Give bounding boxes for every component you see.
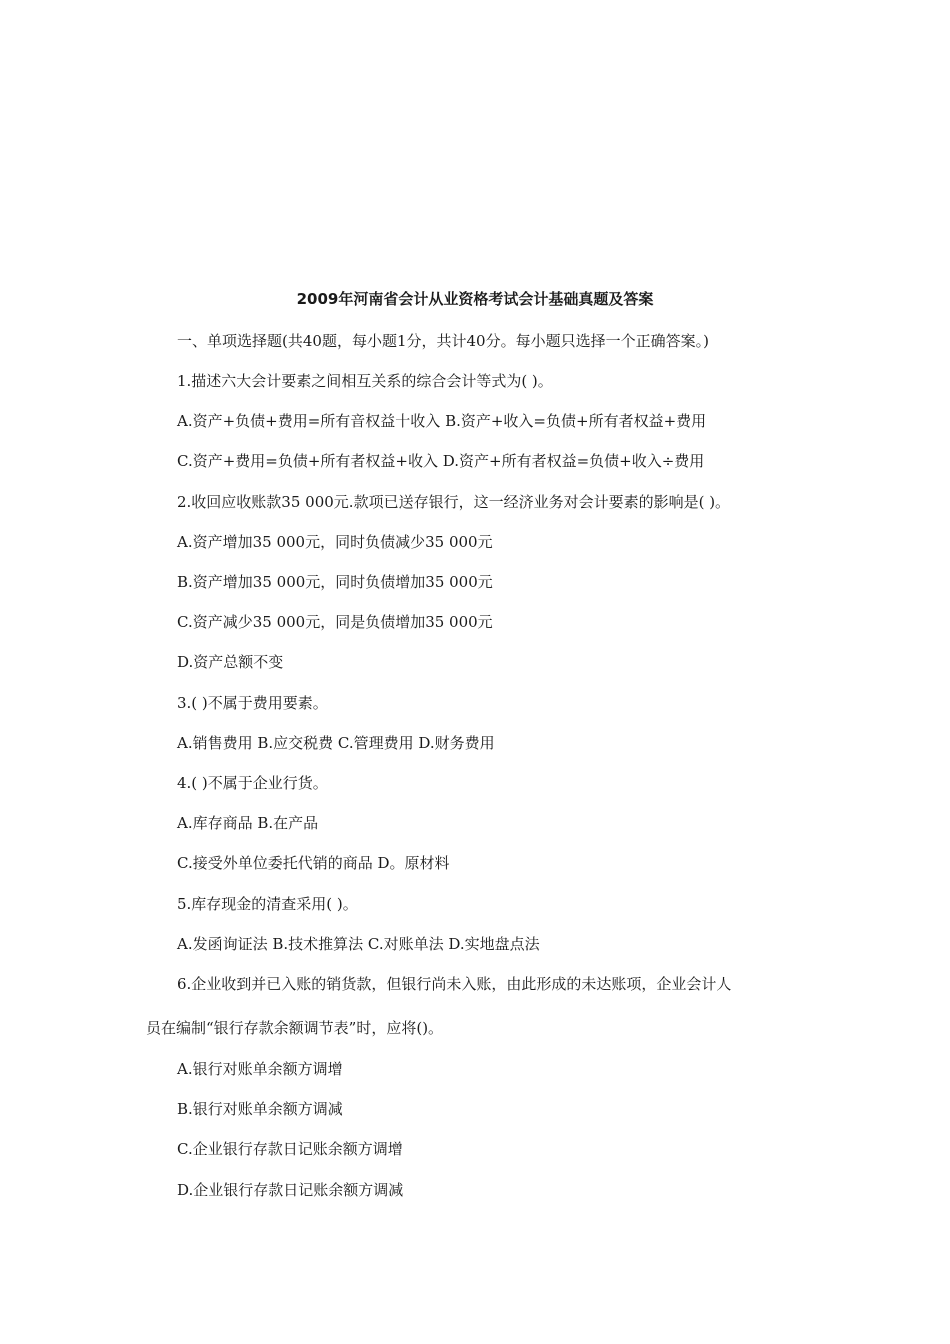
question-1-options-cd: C.资产+费用=负债+所有者权益+收入 D.资产+所有者权益=负债+收入÷费用 xyxy=(177,452,705,470)
question-6-option-b: B.银行对账单余额方调减 xyxy=(177,1100,343,1118)
question-6-option-a: A.银行对账单余额方调增 xyxy=(177,1060,343,1078)
question-4: 4.( )不属于企业行货。 xyxy=(177,774,328,792)
question-5-options: A.发函询证法 B.技术推算法 C.对账单法 D.实地盘点法 xyxy=(177,935,540,953)
question-1: 1.描述六大会计要素之间相互关系的综合会计等式为( )。 xyxy=(177,372,553,390)
question-3-options: A.销售费用 B.应交税费 C.管理费用 D.财务费用 xyxy=(177,734,495,752)
question-6-option-d: D.企业银行存款日记账余额方调减 xyxy=(177,1181,404,1199)
question-2-option-d: D.资产总额不变 xyxy=(177,653,284,671)
question-6-option-c: C.企业银行存款日记账余额方调增 xyxy=(177,1140,403,1158)
question-3: 3.( )不属于费用要素。 xyxy=(177,694,328,712)
question-1-options-ab: A.资产+负债+费用=所有音权益十收入 B.资产+收入=负债+所有者权益+费用 xyxy=(177,412,707,430)
question-2-option-b: B.资产增加35 000元，同时负债增加35 000元 xyxy=(177,573,493,591)
question-2-option-c: C.资产减少35 000元，同是负债增加35 000元 xyxy=(177,613,493,631)
question-2: 2.收回应收账款35 000元.款项已送存银行，这一经济业务对会计要素的影响是( )。 xyxy=(177,493,731,511)
question-4-options-ab: A.库存商品 B.在产品 xyxy=(177,814,319,832)
question-6-line-1: 6.企业收到并已入账的销货款，但银行尚未入账，由此形成的未达账项，企业会计人 xyxy=(177,975,732,993)
question-4-options-cd: C.接受外单位委托代销的商品 D。原材料 xyxy=(177,854,450,872)
document-title: 2009年河南省会计从业资格考试会计基础真题及答案 xyxy=(296,290,654,308)
section-heading-single-choice: 一、单项选择题(共40题，每小题1分，共计40分。每小题只选择一个正确答案。) xyxy=(177,332,709,350)
question-2-option-a: A.资产增加35 000元，同时负债减少35 000元 xyxy=(177,533,493,551)
question-5: 5.库存现金的清查采用( )。 xyxy=(177,895,358,913)
question-6-line-2: 员在编制“银行存款余额调节表”时，应将()。 xyxy=(146,1019,444,1037)
